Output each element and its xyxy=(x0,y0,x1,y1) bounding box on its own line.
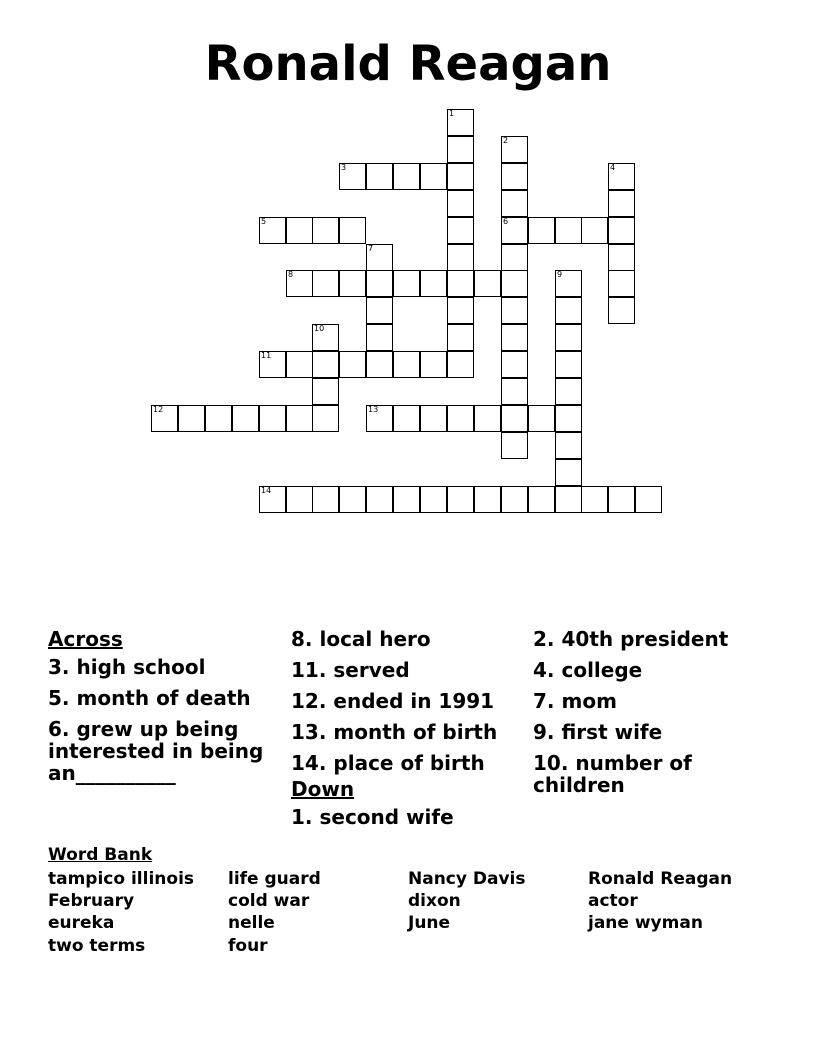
word-bank-item: nelle xyxy=(228,913,275,933)
word-bank-item: actor xyxy=(588,891,638,911)
grid-cell[interactable] xyxy=(447,351,474,378)
cell-number: 11 xyxy=(261,351,272,360)
grid-cell[interactable] xyxy=(608,270,635,297)
word-bank-item: dixon xyxy=(408,891,461,911)
clue-number: 6. xyxy=(48,717,70,741)
grid-cell[interactable] xyxy=(312,351,339,378)
cell-number: 12 xyxy=(153,405,164,414)
grid-cell[interactable] xyxy=(501,190,528,217)
grid-cell[interactable] xyxy=(501,270,528,297)
clue-text: number of children xyxy=(533,751,692,797)
cell-number: 3 xyxy=(341,163,347,172)
grid-cell[interactable] xyxy=(447,486,474,513)
grid-cell[interactable] xyxy=(286,351,313,378)
grid-cell[interactable] xyxy=(447,163,474,190)
grid-cell[interactable] xyxy=(608,190,635,217)
grid-cell[interactable] xyxy=(393,163,420,190)
grid-cell[interactable] xyxy=(447,405,474,432)
clues-column-3 xyxy=(533,628,768,805)
cell-number: 2 xyxy=(503,136,509,145)
across-heading: Across xyxy=(48,627,123,651)
word-bank-item: Nancy Davis xyxy=(408,869,526,889)
grid-cell[interactable] xyxy=(366,351,393,378)
clue-text: grew up being interested in being an__________ xyxy=(48,717,264,785)
grid-cell[interactable] xyxy=(420,405,447,432)
clue-text: 40th president xyxy=(561,627,729,651)
clue-text: served xyxy=(333,658,410,682)
grid-cell[interactable] xyxy=(555,217,582,244)
grid-cell[interactable] xyxy=(447,217,474,244)
page-title: Ronald Reagan xyxy=(204,36,612,92)
clue-text: second wife xyxy=(319,805,454,829)
clue-down-10 xyxy=(533,752,768,796)
grid-cell[interactable] xyxy=(366,270,393,297)
clue-across-8 xyxy=(291,628,526,650)
clue-number: 9. xyxy=(533,720,555,744)
grid-cell[interactable] xyxy=(447,136,474,163)
grid-cell[interactable] xyxy=(555,486,582,513)
grid-cell[interactable] xyxy=(528,486,555,513)
clue-number: 13. xyxy=(291,720,327,744)
cell-number: 7 xyxy=(368,244,374,253)
clue-number: 3. xyxy=(48,655,70,679)
grid-cell[interactable] xyxy=(447,270,474,297)
grid-cell[interactable] xyxy=(312,405,339,432)
clue-across-11 xyxy=(291,659,526,681)
grid-cell[interactable] xyxy=(608,163,635,190)
clue-number: 4. xyxy=(533,658,555,682)
cell-number: 6 xyxy=(503,217,509,226)
grid-cell[interactable] xyxy=(393,270,420,297)
grid-cell[interactable] xyxy=(393,486,420,513)
cell-number: 1 xyxy=(449,109,455,118)
grid-cell[interactable] xyxy=(555,459,582,486)
grid-cell[interactable] xyxy=(608,297,635,324)
grid-cell[interactable] xyxy=(474,486,501,513)
grid-cell[interactable] xyxy=(366,297,393,324)
grid-cell[interactable] xyxy=(366,486,393,513)
word-bank-item: life guard xyxy=(228,869,321,889)
grid-cell[interactable] xyxy=(501,297,528,324)
grid-cell[interactable] xyxy=(366,163,393,190)
grid-cell[interactable] xyxy=(581,486,608,513)
clues-column-2 xyxy=(291,628,526,837)
grid-cell[interactable] xyxy=(501,378,528,405)
grid-cell[interactable] xyxy=(501,351,528,378)
cell-number: 13 xyxy=(368,405,379,414)
clue-text: mom xyxy=(561,689,617,713)
grid-cell[interactable] xyxy=(312,324,339,351)
word-bank-item: eureka xyxy=(48,913,115,933)
cell-number: 5 xyxy=(261,217,267,226)
grid-cell[interactable] xyxy=(259,351,286,378)
clues-column-1 xyxy=(48,628,280,793)
grid-cell[interactable] xyxy=(366,244,393,271)
clue-number: 14. xyxy=(291,751,327,775)
grid-cell[interactable] xyxy=(339,270,366,297)
clue-number: 8. xyxy=(291,627,313,651)
grid-cell[interactable] xyxy=(608,244,635,271)
grid-cell[interactable] xyxy=(447,190,474,217)
grid-cell[interactable] xyxy=(151,405,178,432)
word-bank-item: Ronald Reagan xyxy=(588,869,733,889)
clue-number: 12. xyxy=(291,689,327,713)
clue-text: first wife xyxy=(561,720,663,744)
cell-number: 14 xyxy=(261,486,272,495)
clue-down-7 xyxy=(533,690,768,712)
grid-cell[interactable] xyxy=(366,324,393,351)
clue-number: 10. xyxy=(533,751,569,775)
clue-text: place of birth xyxy=(333,751,485,775)
grid-cell[interactable] xyxy=(339,217,366,244)
clue-down-1 xyxy=(291,806,526,828)
cell-number: 4 xyxy=(610,163,616,172)
cell-number: 8 xyxy=(288,270,294,279)
word-bank-item: February xyxy=(48,891,135,911)
clue-across-14 xyxy=(291,752,526,774)
grid-cell[interactable] xyxy=(259,405,286,432)
grid-cell[interactable] xyxy=(555,405,582,432)
grid-cell[interactable] xyxy=(555,270,582,297)
grid-cell[interactable] xyxy=(608,217,635,244)
clue-across-6 xyxy=(48,718,280,784)
clue-across-5 xyxy=(48,687,280,709)
grid-cell[interactable] xyxy=(555,297,582,324)
clue-number: 11. xyxy=(291,658,327,682)
clue-text: month of death xyxy=(76,686,251,710)
clue-across-12 xyxy=(291,690,526,712)
down-heading: Down xyxy=(291,777,355,801)
clue-text: high school xyxy=(76,655,206,679)
grid-cell[interactable] xyxy=(501,136,528,163)
grid-cell[interactable] xyxy=(474,270,501,297)
grid-cell[interactable] xyxy=(312,378,339,405)
clue-across-3 xyxy=(48,656,280,678)
grid-cell[interactable] xyxy=(581,217,608,244)
grid-cell[interactable] xyxy=(259,217,286,244)
grid-cell[interactable] xyxy=(286,270,313,297)
grid-cell[interactable] xyxy=(501,324,528,351)
grid-cell[interactable] xyxy=(178,405,205,432)
grid-cell[interactable] xyxy=(635,486,662,513)
grid-cell[interactable] xyxy=(312,270,339,297)
grid-cell[interactable] xyxy=(501,244,528,271)
grid-cell[interactable] xyxy=(312,217,339,244)
grid-cell[interactable] xyxy=(528,405,555,432)
grid-cell[interactable] xyxy=(420,163,447,190)
grid-cell[interactable] xyxy=(501,217,528,244)
grid-cell[interactable] xyxy=(339,351,366,378)
grid-cell[interactable] xyxy=(501,432,528,459)
clue-number: 2. xyxy=(533,627,555,651)
grid-cell[interactable] xyxy=(608,486,635,513)
clue-down-9 xyxy=(533,721,768,743)
word-bank-item: four xyxy=(228,936,268,956)
clue-down-2 xyxy=(533,628,768,650)
clue-text: college xyxy=(561,658,643,682)
grid-cell[interactable] xyxy=(555,378,582,405)
grid-cell[interactable] xyxy=(339,163,366,190)
grid-cell[interactable] xyxy=(447,297,474,324)
grid-cell[interactable] xyxy=(420,486,447,513)
grid-cell[interactable] xyxy=(286,217,313,244)
grid-cell[interactable] xyxy=(339,486,366,513)
grid-cell[interactable] xyxy=(555,432,582,459)
grid-cell[interactable] xyxy=(501,163,528,190)
clue-number: 5. xyxy=(48,686,70,710)
word-bank-item: tampico illinois xyxy=(48,869,195,889)
clue-number: 7. xyxy=(533,689,555,713)
clue-across-13 xyxy=(291,721,526,743)
grid-cell[interactable] xyxy=(232,405,259,432)
grid-cell[interactable] xyxy=(312,486,339,513)
grid-cell[interactable] xyxy=(286,405,313,432)
grid-cell[interactable] xyxy=(393,351,420,378)
word-bank-item: cold war xyxy=(228,891,310,911)
grid-cell[interactable] xyxy=(205,405,232,432)
grid-cell[interactable] xyxy=(501,486,528,513)
word-bank-heading: Word Bank xyxy=(48,845,153,865)
cell-number: 10 xyxy=(314,324,325,333)
grid-cell[interactable] xyxy=(286,486,313,513)
grid-cell[interactable] xyxy=(474,405,501,432)
word-bank-item: June xyxy=(408,913,451,933)
grid-cell[interactable] xyxy=(555,351,582,378)
grid-cell[interactable] xyxy=(420,351,447,378)
clue-text: local hero xyxy=(319,627,431,651)
grid-cell[interactable] xyxy=(259,486,286,513)
grid-cell[interactable] xyxy=(528,217,555,244)
grid-cell[interactable] xyxy=(420,270,447,297)
word-bank-item: jane wyman xyxy=(588,913,703,933)
grid-cell[interactable] xyxy=(501,405,528,432)
clue-text: month of birth xyxy=(333,720,498,744)
word-bank-item: two terms xyxy=(48,936,146,956)
cell-number: 9 xyxy=(557,270,563,279)
clue-number: 1. xyxy=(291,805,313,829)
grid-cell[interactable] xyxy=(366,405,393,432)
grid-cell[interactable] xyxy=(447,324,474,351)
clue-text: ended in 1991 xyxy=(333,689,495,713)
grid-cell[interactable] xyxy=(447,244,474,271)
grid-cell[interactable] xyxy=(555,324,582,351)
grid-cell[interactable] xyxy=(447,109,474,136)
clue-down-4 xyxy=(533,659,768,681)
grid-cell[interactable] xyxy=(393,405,420,432)
